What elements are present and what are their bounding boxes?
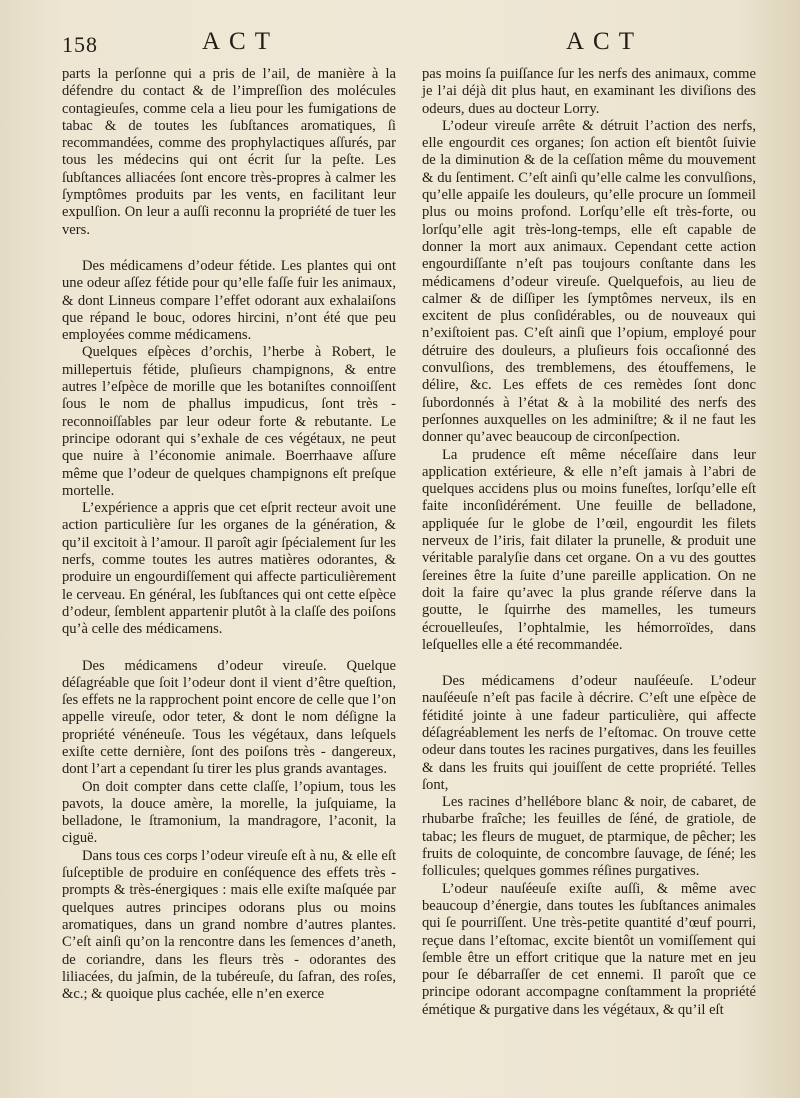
page-number: 158	[62, 32, 98, 57]
running-head-left: ACT	[202, 28, 279, 55]
paragraph: L’expérience a appris que cet eſprit recteur avoit une action particulière ſur les organes de la génération, & qu’il excitoit à l’amour. Il paroît agir ſpécialement ſur les nerfs, comme toutes les autres matières odorantes, & produire un engourdiſſement qui affecte particulièrement le cerveau. En général, les ſubſtances qui ont cette eſpèce d’odeur, ſemblent appartenir plutôt à la claſſe des poiſons qu’à celle des médicamens.	[62, 500, 396, 638]
paragraph: pas moins ſa puiſſance ſur les nerfs des animaux, comme je l’ai déjà dit plus haut, en examinant les diviſions des odeurs, dues au docteur Lorry.	[422, 66, 756, 117]
paragraph: Quelques eſpèces d’orchis, l’herbe à Robert, le millepertuis fétide, pluſieurs champignons, & entre autres l’eſpèce de morille que les botaniſtes connoiſſent ſous le nom de phallus impudicus, ſont très - reconnoiſſables par leur odeur forte & rebutante. Le principe odorant qui s’exhale de ces végétaux, ne peut que nuire à l’économie animale. Boerrhaave aſſure même que l’odeur de quelques champignons eſt preſque mortelle.	[62, 344, 396, 499]
section-paragraph-nauseeuse: Des médicamens d’odeur nauſéeuſe. L’odeur nauſéeuſe n’eſt pas facile à décrire. C’eſt une eſpèce de fétidité jointe à une fadeur particulière, qui affecte déſagréablement les nerfs de l’eſtomac. On trouve cette odeur dans toutes les racines purgatives, dans les feuilles & dans les fruits qui jouiſſent de cette propriété. Telles ſont,	[422, 673, 756, 793]
section-paragraph-fetide: Des médicamens d’odeur fétide. Les plantes qui ont une odeur aſſez fétide pour qu’elle faſſe fuir les animaux, & dont Linneus compare l’effet odorant aux exhalaiſons que répand le bouc, odores hircini, n’ont été que peu employées comme médicamens.	[62, 257, 396, 344]
section-paragraph-vireuse: Des médicamens d’odeur vireuſe. Quelque déſagréable que ſoit l’odeur dont il vient d’être queſtion, ſes effets ne la rapprochent point encore de celle que l’on appelle vireuſe, odor teter, & dont le nom déſigne la propriété vénéneuſe. Tous les végétaux, dans leſquels exiſte cette dernière, ſont des poiſons très - dangereux, dont l’art a cependant ſu tirer les plus grands avantages.	[62, 657, 396, 778]
right-column	[422, 66, 756, 1019]
page-header	[62, 28, 752, 62]
running-head-right: ACT	[566, 28, 643, 55]
paragraph: La prudence eſt même néceſſaire dans leur application extérieure, & elle n’eſt jamais à l’abri de quelques accidens plus ou moins funeſtes, lorſqu’elle eſt faite inconſidérément. Une feuille de belladone, appliquée ſur le globe de l’œil, engourdit les filets nerveux de l’iris, fait dilater la prunelle, & produit une véritable paralyſie dans cet organe. On a vu des gouttes ſereines être la ſuite d’une pareille application. On ne doit la faire qu’avec la plus grande réſerve dans la goutte, le ſquirrhe des mamelles, les tumeurs écrouelleuſes, l’ophtalmie, les hémorroïdes, dans leſquelles elle a été recommandée.	[422, 446, 756, 653]
paragraph: On doit compter dans cette claſſe, l’opium, tous les pavots, la douce amère, la morelle, la juſquiame, la belladone, le ſtramonium, la mandragore, l’aconit, la ciguë.	[62, 778, 396, 847]
paragraph: L’odeur vireuſe arrête & détruit l’action des nerfs, elle engourdit ces organes; ſon action eſt bientôt ſuivie de la diminution & de la ceſſation même du mouvement & du ſentiment. C’eſt ainſi qu’elle calme les convulſions, qu’elle appaiſe les douleurs, qu’elle procure un ſommeil plus ou moins profond. Lorſqu’elle eſt très-forte, ou lorſqu’elle agit très-long-temps, elle eſt capable de donner la mort aux animaux. Cependant cette action engourdiſſante n’eſt pas toujours conſtante dans les médicamens d’odeur vireuſe. Quelquefois, au lieu de calmer & de diſſiper les ſymptômes nerveux, ils en excitent de plus conſidérables, ou de nouveaux qui n’exiſtoient pas. C’eſt ainſi que l’opium, employé pour détruire des douleurs, a pluſieurs fois occaſionné des convulſions, des tremblemens, des étouffemens, le délire, &c. Les effets de ces remèdes ſont donc ſubordonnés à l’état & à la mobilité des nerfs des perſonnes auxquelles on les adminiſtre; & il ne faut les donner qu’avec beaucoup de circonſpection.	[422, 117, 756, 446]
paragraph: L’odeur nauſéeuſe exiſte auſſi, & même avec beaucoup d’énergie, dans toutes les ſubſtances animales qui ſe pourriſſent. Une très-petite quantité d’œuf pourri, reçue dans l’eſtomac, excite bientôt un vomiſſement qui ſemble être un effort critique que la nature met en jeu pour ſe débarraſſer de cet ennemi. Il paroît que ce principe odorant accompagne conſtamment la propriété émétique & purgative dans les végétaux, & qu’il eſt	[422, 880, 756, 1018]
paragraph: parts la perſonne qui a pris de l’ail, de manière à la défendre du contact & de l’impreſſion des molécules contagieuſes, comme cela a lieu pour les fumigations de tabac & de toutes les ſubſtances aromatiques, ſi recommandées, comme des prophylactiques aſſurés, par tous les médecins qui ont écrit ſur la peſte. Les ſubſtances alliacées ſont encore très-propres à calmer les ſymptômes produits par les vents, en facilitant leur expulſion. On leur a auſſi reconnu la propriété de tuer les vers.	[62, 66, 396, 238]
paragraph: Dans tous ces corps l’odeur vireuſe eſt à nu, & elle eſt ſuſceptible de produire en conſéquence des effets très - prompts & très-énergiques : mais elle exiſte maſquée par quelques autres principes odorans plus ou moins aromatiques, dans un grand nombre d’autres plantes. C’eſt ainſi qu’on la rencontre dans les ſemences d’aneth, de coriandre, dans les fleurs très - odorantes des liliacées, du jaſmin, de la tubéreuſe, du ſafran, des roſes, &c.; & quoique plus cachée, elle n’en exerce	[62, 847, 396, 1003]
left-column	[62, 66, 396, 1003]
paragraph: Les racines d’hellébore blanc & noir, de cabaret, de rhubarbe fraîche; les feuilles de ſéné, de gratiole, de tabac; les fleurs de muguet, de ptarmique, de pêcher; les fruits de coloquinte, de concombre ſauvage, de ſéné; les follicules; quelques gommes réſines purgatives.	[422, 794, 756, 880]
